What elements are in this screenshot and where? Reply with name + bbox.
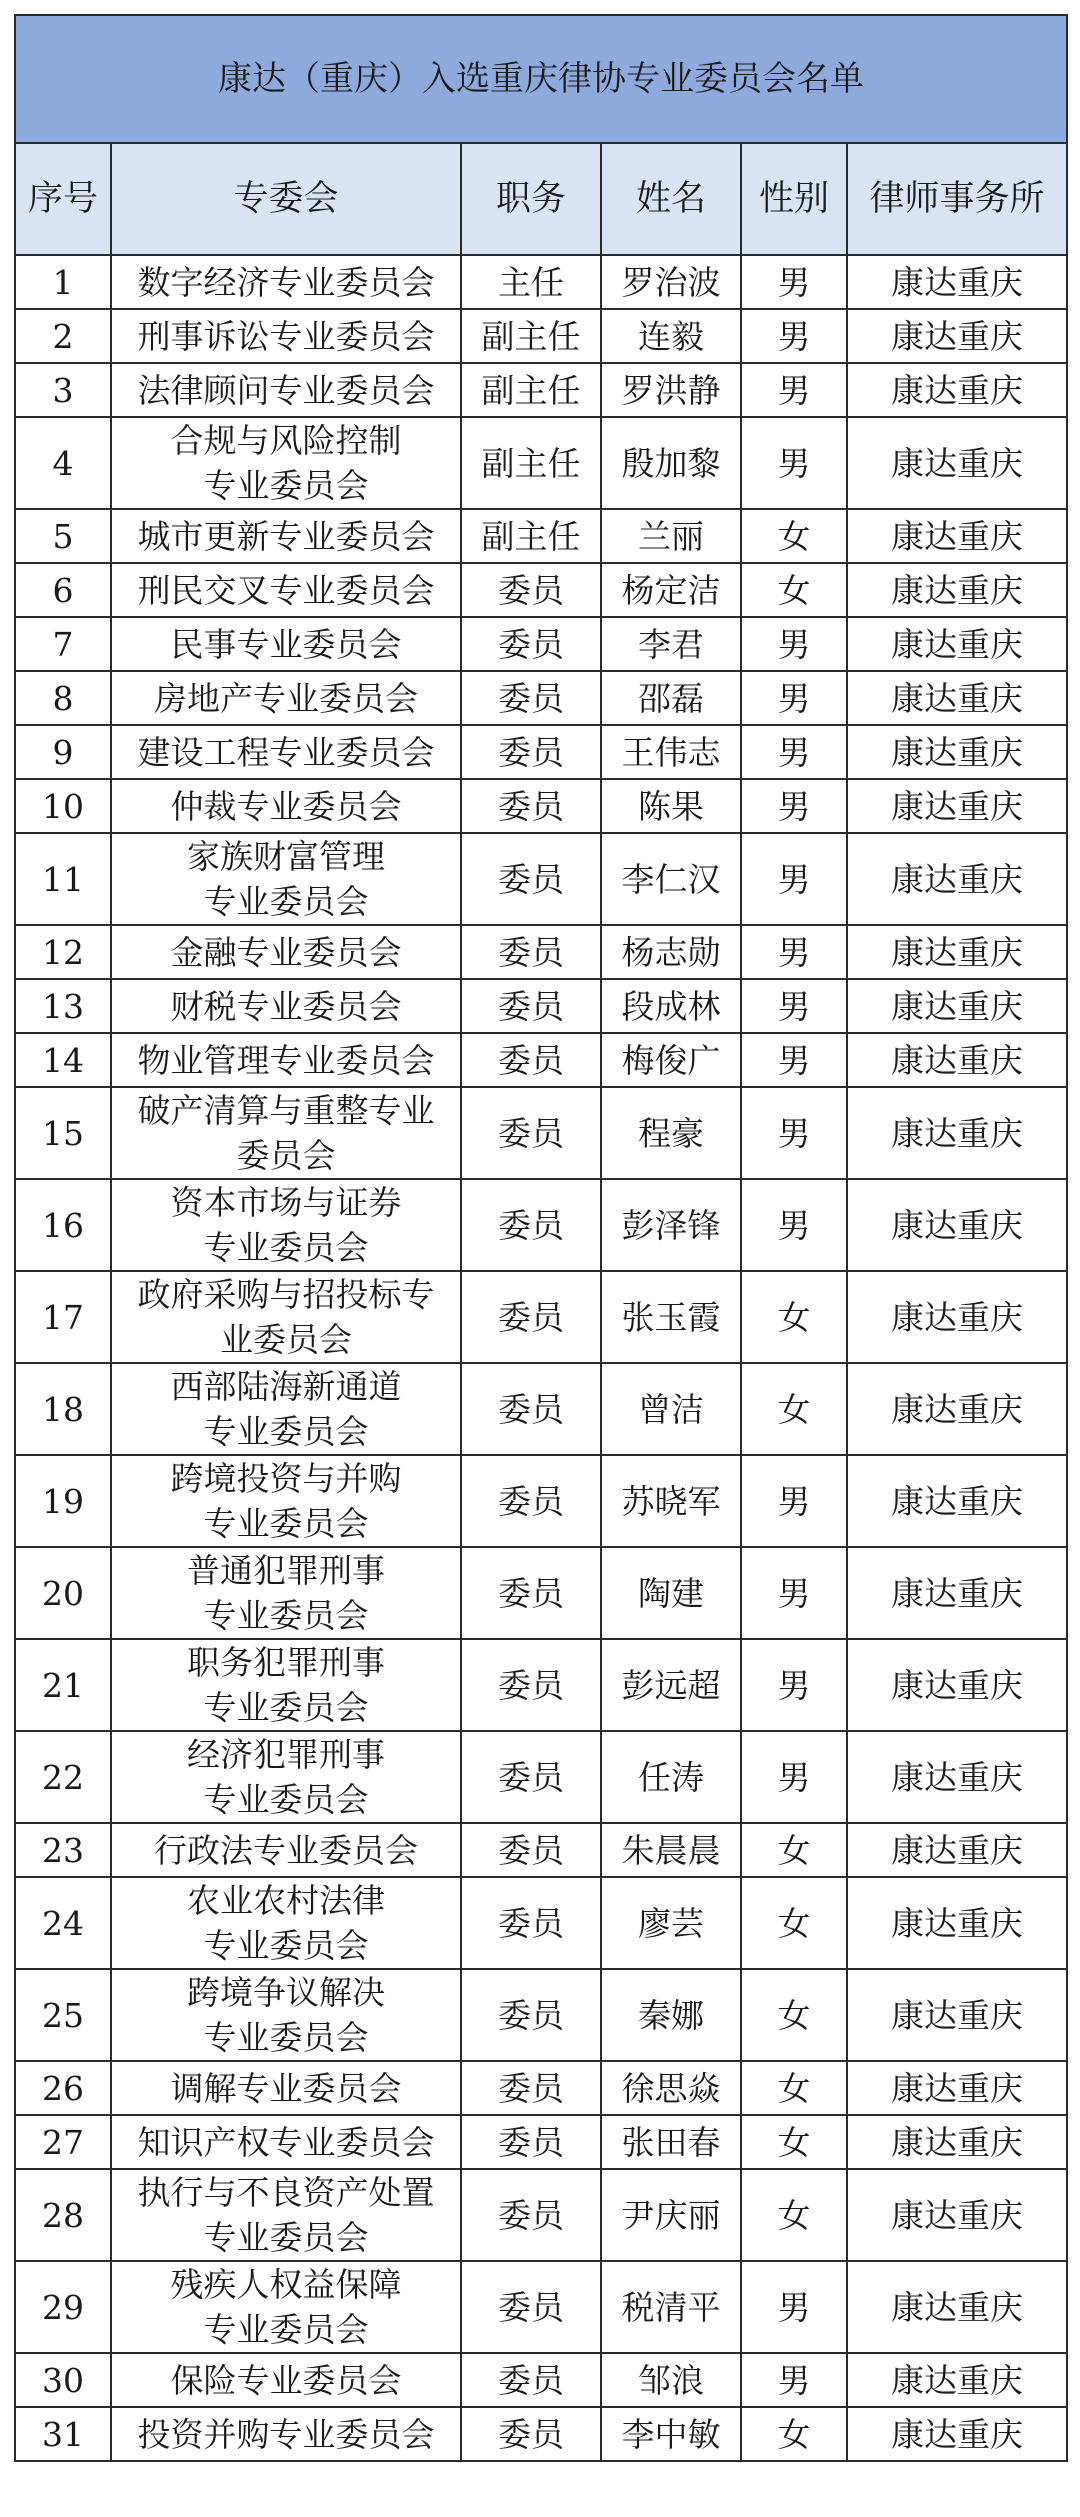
gender-cell: 男 bbox=[741, 1547, 847, 1639]
table-row bbox=[15, 1033, 1067, 1087]
name-cell: 罗洪静 bbox=[601, 363, 741, 417]
name-cell: 秦娜 bbox=[601, 1969, 741, 2061]
position-cell: 委员 bbox=[461, 563, 601, 617]
header-position: 职务 bbox=[461, 143, 601, 255]
committee-cell bbox=[111, 617, 461, 671]
committee-line: 普通犯罪刑事 bbox=[187, 1551, 385, 1590]
committee-cell bbox=[111, 1969, 461, 2061]
firm-cell: 康达重庆 bbox=[847, 1363, 1067, 1455]
position-cell: 委员 bbox=[461, 1823, 601, 1877]
committee-line: 专业委员会 bbox=[203, 1412, 369, 1451]
committee-line: 金融专业委员会 bbox=[170, 932, 402, 972]
gender-cell: 男 bbox=[741, 1639, 847, 1731]
table-row bbox=[15, 509, 1067, 563]
firm-cell: 康达重庆 bbox=[847, 1271, 1067, 1363]
gender-cell: 男 bbox=[741, 1731, 847, 1823]
table-row bbox=[15, 617, 1067, 671]
committee-cell bbox=[111, 2353, 461, 2407]
position-cell: 委员 bbox=[461, 1969, 601, 2061]
committee-line: 保险专业委员会 bbox=[170, 2360, 402, 2400]
row-number: 4 bbox=[15, 417, 111, 509]
committee-cell bbox=[111, 363, 461, 417]
committee-line: 职务犯罪刑事 bbox=[187, 1643, 385, 1682]
gender-cell: 男 bbox=[741, 979, 847, 1033]
committee-table-wrapper bbox=[14, 14, 1066, 2462]
name-cell: 税清平 bbox=[601, 2261, 741, 2353]
row-number: 8 bbox=[15, 671, 111, 725]
name-cell: 殷加黎 bbox=[601, 417, 741, 509]
committee-line: 农业农村法律 bbox=[187, 1881, 385, 1920]
table-row bbox=[15, 2169, 1067, 2261]
table-row bbox=[15, 309, 1067, 363]
firm-cell: 康达重庆 bbox=[847, 1455, 1067, 1547]
name-cell: 梅俊广 bbox=[601, 1033, 741, 1087]
gender-cell: 女 bbox=[741, 2061, 847, 2115]
position-cell: 委员 bbox=[461, 671, 601, 725]
row-number: 6 bbox=[15, 563, 111, 617]
table-row bbox=[15, 417, 1067, 509]
gender-cell: 男 bbox=[741, 725, 847, 779]
firm-cell: 康达重庆 bbox=[847, 671, 1067, 725]
committee-line: 财税专业委员会 bbox=[170, 986, 402, 1026]
gender-cell: 女 bbox=[741, 509, 847, 563]
committee-cell bbox=[111, 563, 461, 617]
name-cell: 苏晓军 bbox=[601, 1455, 741, 1547]
firm-cell: 康达重庆 bbox=[847, 2115, 1067, 2169]
firm-cell: 康达重庆 bbox=[847, 1969, 1067, 2061]
committee-cell bbox=[111, 1877, 461, 1969]
gender-cell: 男 bbox=[741, 925, 847, 979]
committee-line: 城市更新专业委员会 bbox=[137, 516, 435, 556]
gender-cell: 男 bbox=[741, 2261, 847, 2353]
gender-cell: 女 bbox=[741, 2115, 847, 2169]
row-number: 26 bbox=[15, 2061, 111, 2115]
committee-cell bbox=[111, 979, 461, 1033]
firm-cell: 康达重庆 bbox=[847, 2353, 1067, 2407]
firm-cell: 康达重庆 bbox=[847, 725, 1067, 779]
header-no: 序号 bbox=[15, 143, 111, 255]
row-number: 20 bbox=[15, 1547, 111, 1639]
gender-cell: 男 bbox=[741, 1455, 847, 1547]
committee-line: 西部陆海新通道 bbox=[170, 1367, 402, 1406]
position-cell: 委员 bbox=[461, 1877, 601, 1969]
committee-cell bbox=[111, 2061, 461, 2115]
position-cell: 委员 bbox=[461, 1087, 601, 1179]
row-number: 18 bbox=[15, 1363, 111, 1455]
table-row bbox=[15, 779, 1067, 833]
position-cell: 委员 bbox=[461, 779, 601, 833]
row-number: 22 bbox=[15, 1731, 111, 1823]
committee-line: 破产清算与重整专业 bbox=[137, 1091, 435, 1130]
name-cell: 邵磊 bbox=[601, 671, 741, 725]
committee-line: 执行与不良资产处置 bbox=[137, 2173, 435, 2212]
committee-cell bbox=[111, 1087, 461, 1179]
name-cell: 张玉霞 bbox=[601, 1271, 741, 1363]
committee-line: 知识产权专业委员会 bbox=[137, 2122, 435, 2162]
committee-line: 调解专业委员会 bbox=[170, 2068, 402, 2108]
firm-cell: 康达重庆 bbox=[847, 1639, 1067, 1731]
name-cell: 李君 bbox=[601, 617, 741, 671]
firm-cell: 康达重庆 bbox=[847, 617, 1067, 671]
committee-cell bbox=[111, 1179, 461, 1271]
firm-cell: 康达重庆 bbox=[847, 363, 1067, 417]
table-row bbox=[15, 2353, 1067, 2407]
committee-line: 投资并购专业委员会 bbox=[137, 2414, 435, 2454]
position-cell: 副主任 bbox=[461, 417, 601, 509]
committee-cell bbox=[111, 2261, 461, 2353]
table-row bbox=[15, 725, 1067, 779]
position-cell: 委员 bbox=[461, 1179, 601, 1271]
table-row bbox=[15, 1179, 1067, 1271]
table-row bbox=[15, 1877, 1067, 1969]
committee-cell bbox=[111, 833, 461, 925]
gender-cell: 男 bbox=[741, 671, 847, 725]
committee-line: 专业委员会 bbox=[203, 2310, 369, 2349]
committee-line: 政府采购与招投标专 bbox=[137, 1275, 435, 1314]
position-cell: 委员 bbox=[461, 1033, 601, 1087]
gender-cell: 男 bbox=[741, 1179, 847, 1271]
committee-line: 资本市场与证券 bbox=[170, 1183, 402, 1222]
name-cell: 兰丽 bbox=[601, 509, 741, 563]
position-cell: 委员 bbox=[461, 2115, 601, 2169]
committee-cell bbox=[111, 1455, 461, 1547]
committee-cell bbox=[111, 2115, 461, 2169]
committee-line: 委员会 bbox=[236, 1136, 336, 1175]
position-cell: 委员 bbox=[461, 2353, 601, 2407]
committee-line: 跨境投资与并购 bbox=[170, 1459, 402, 1498]
position-cell: 委员 bbox=[461, 1731, 601, 1823]
name-cell: 尹庆丽 bbox=[601, 2169, 741, 2261]
committee-line: 仲裁专业委员会 bbox=[170, 786, 402, 826]
position-cell: 委员 bbox=[461, 1547, 601, 1639]
committee-line: 行政法专业委员会 bbox=[154, 1830, 418, 1870]
committee-line: 专业委员会 bbox=[203, 1228, 369, 1267]
gender-cell: 男 bbox=[741, 2353, 847, 2407]
position-cell: 委员 bbox=[461, 2261, 601, 2353]
table-row bbox=[15, 363, 1067, 417]
committee-line: 专业委员会 bbox=[203, 1596, 369, 1635]
committee-cell bbox=[111, 417, 461, 509]
row-number: 7 bbox=[15, 617, 111, 671]
committee-line: 经济犯罪刑事 bbox=[187, 1735, 385, 1774]
row-number: 1 bbox=[15, 255, 111, 309]
firm-cell: 康达重庆 bbox=[847, 563, 1067, 617]
committee-cell bbox=[111, 309, 461, 363]
table-row bbox=[15, 2261, 1067, 2353]
table-row bbox=[15, 671, 1067, 725]
name-cell: 彭远超 bbox=[601, 1639, 741, 1731]
firm-cell: 康达重庆 bbox=[847, 417, 1067, 509]
row-number: 23 bbox=[15, 1823, 111, 1877]
firm-cell: 康达重庆 bbox=[847, 1731, 1067, 1823]
position-cell: 委员 bbox=[461, 725, 601, 779]
committee-line: 建设工程专业委员会 bbox=[137, 732, 435, 772]
committee-cell bbox=[111, 1731, 461, 1823]
firm-cell: 康达重庆 bbox=[847, 1179, 1067, 1271]
firm-cell: 康达重庆 bbox=[847, 833, 1067, 925]
position-cell: 主任 bbox=[461, 255, 601, 309]
name-cell: 杨志勋 bbox=[601, 925, 741, 979]
name-cell: 张田春 bbox=[601, 2115, 741, 2169]
committee-line: 专业委员会 bbox=[203, 1688, 369, 1727]
table-row bbox=[15, 979, 1067, 1033]
committee-line: 业委员会 bbox=[220, 1320, 352, 1359]
position-cell: 委员 bbox=[461, 617, 601, 671]
gender-cell: 男 bbox=[741, 255, 847, 309]
row-number: 29 bbox=[15, 2261, 111, 2353]
committee-line: 专业委员会 bbox=[203, 2018, 369, 2057]
firm-cell: 康达重庆 bbox=[847, 925, 1067, 979]
header-firm: 律师事务所 bbox=[847, 143, 1067, 255]
row-number: 30 bbox=[15, 2353, 111, 2407]
name-cell: 任涛 bbox=[601, 1731, 741, 1823]
table-row bbox=[15, 833, 1067, 925]
firm-cell: 康达重庆 bbox=[847, 509, 1067, 563]
row-number: 11 bbox=[15, 833, 111, 925]
committee-cell bbox=[111, 1271, 461, 1363]
gender-cell: 男 bbox=[741, 309, 847, 363]
firm-cell: 康达重庆 bbox=[847, 2261, 1067, 2353]
position-cell: 委员 bbox=[461, 1455, 601, 1547]
position-cell: 副主任 bbox=[461, 509, 601, 563]
committee-table bbox=[14, 14, 1068, 2462]
table-row bbox=[15, 1271, 1067, 1363]
row-number: 25 bbox=[15, 1969, 111, 2061]
table-row bbox=[15, 1731, 1067, 1823]
table-row bbox=[15, 1823, 1067, 1877]
gender-cell: 女 bbox=[741, 1877, 847, 1969]
gender-cell: 女 bbox=[741, 1363, 847, 1455]
table-row bbox=[15, 2407, 1067, 2461]
committee-cell bbox=[111, 1639, 461, 1731]
name-cell: 陶建 bbox=[601, 1547, 741, 1639]
committee-line: 物业管理专业委员会 bbox=[137, 1040, 435, 1080]
committee-cell bbox=[111, 671, 461, 725]
name-cell: 程豪 bbox=[601, 1087, 741, 1179]
name-cell: 李仁汉 bbox=[601, 833, 741, 925]
committee-line: 专业委员会 bbox=[203, 1926, 369, 1965]
committee-line: 数字经济专业委员会 bbox=[137, 262, 435, 302]
row-number: 19 bbox=[15, 1455, 111, 1547]
row-number: 31 bbox=[15, 2407, 111, 2461]
gender-cell: 女 bbox=[741, 1969, 847, 2061]
name-cell: 罗治波 bbox=[601, 255, 741, 309]
row-number: 14 bbox=[15, 1033, 111, 1087]
table-row bbox=[15, 1547, 1067, 1639]
name-cell: 徐思焱 bbox=[601, 2061, 741, 2115]
row-number: 2 bbox=[15, 309, 111, 363]
header-name: 姓名 bbox=[601, 143, 741, 255]
name-cell: 段成林 bbox=[601, 979, 741, 1033]
gender-cell: 女 bbox=[741, 1271, 847, 1363]
table-row bbox=[15, 1455, 1067, 1547]
committee-line: 民事专业委员会 bbox=[170, 624, 402, 664]
header-row bbox=[15, 143, 1067, 255]
row-number: 5 bbox=[15, 509, 111, 563]
table-row bbox=[15, 255, 1067, 309]
firm-cell: 康达重庆 bbox=[847, 1033, 1067, 1087]
committee-cell bbox=[111, 1823, 461, 1877]
firm-cell: 康达重庆 bbox=[847, 2061, 1067, 2115]
row-number: 27 bbox=[15, 2115, 111, 2169]
header-committee: 专委会 bbox=[111, 143, 461, 255]
table-title: 康达（重庆）入选重庆律协专业委员会名单 bbox=[15, 15, 1067, 143]
gender-cell: 女 bbox=[741, 2407, 847, 2461]
committee-line: 刑事诉讼专业委员会 bbox=[137, 316, 435, 356]
position-cell: 委员 bbox=[461, 1271, 601, 1363]
row-number: 15 bbox=[15, 1087, 111, 1179]
name-cell: 连毅 bbox=[601, 309, 741, 363]
position-cell: 委员 bbox=[461, 979, 601, 1033]
firm-cell: 康达重庆 bbox=[847, 309, 1067, 363]
row-number: 10 bbox=[15, 779, 111, 833]
header-gender: 性别 bbox=[741, 143, 847, 255]
position-cell: 副主任 bbox=[461, 309, 601, 363]
row-number: 28 bbox=[15, 2169, 111, 2261]
position-cell: 委员 bbox=[461, 2407, 601, 2461]
committee-line: 专业委员会 bbox=[203, 466, 369, 505]
table-row bbox=[15, 1639, 1067, 1731]
committee-line: 刑民交叉专业委员会 bbox=[137, 570, 435, 610]
committee-line: 家族财富管理 bbox=[187, 837, 385, 876]
gender-cell: 男 bbox=[741, 363, 847, 417]
gender-cell: 女 bbox=[741, 2169, 847, 2261]
firm-cell: 康达重庆 bbox=[847, 2169, 1067, 2261]
name-cell: 彭泽锋 bbox=[601, 1179, 741, 1271]
table-row bbox=[15, 2061, 1067, 2115]
committee-line: 专业委员会 bbox=[203, 1504, 369, 1543]
position-cell: 副主任 bbox=[461, 363, 601, 417]
committee-line: 残疾人权益保障 bbox=[170, 2265, 402, 2304]
name-cell: 王伟志 bbox=[601, 725, 741, 779]
firm-cell: 康达重庆 bbox=[847, 255, 1067, 309]
committee-cell bbox=[111, 925, 461, 979]
name-cell: 廖芸 bbox=[601, 1877, 741, 1969]
row-number: 9 bbox=[15, 725, 111, 779]
position-cell: 委员 bbox=[461, 925, 601, 979]
row-number: 16 bbox=[15, 1179, 111, 1271]
firm-cell: 康达重庆 bbox=[847, 2407, 1067, 2461]
committee-line: 专业委员会 bbox=[203, 882, 369, 921]
row-number: 13 bbox=[15, 979, 111, 1033]
position-cell: 委员 bbox=[461, 1363, 601, 1455]
gender-cell: 女 bbox=[741, 1823, 847, 1877]
gender-cell: 男 bbox=[741, 779, 847, 833]
committee-cell bbox=[111, 779, 461, 833]
firm-cell: 康达重庆 bbox=[847, 1823, 1067, 1877]
name-cell: 朱晨晨 bbox=[601, 1823, 741, 1877]
committee-line: 专业委员会 bbox=[203, 1780, 369, 1819]
firm-cell: 康达重庆 bbox=[847, 979, 1067, 1033]
committee-cell bbox=[111, 725, 461, 779]
name-cell: 邹浪 bbox=[601, 2353, 741, 2407]
committee-cell bbox=[111, 255, 461, 309]
gender-cell: 男 bbox=[741, 617, 847, 671]
committee-cell bbox=[111, 1547, 461, 1639]
gender-cell: 男 bbox=[741, 833, 847, 925]
row-number: 24 bbox=[15, 1877, 111, 1969]
position-cell: 委员 bbox=[461, 2061, 601, 2115]
row-number: 3 bbox=[15, 363, 111, 417]
committee-line: 专业委员会 bbox=[203, 2218, 369, 2257]
committee-line: 房地产专业委员会 bbox=[154, 678, 418, 718]
firm-cell: 康达重庆 bbox=[847, 1547, 1067, 1639]
row-number: 12 bbox=[15, 925, 111, 979]
position-cell: 委员 bbox=[461, 1639, 601, 1731]
gender-cell: 女 bbox=[741, 563, 847, 617]
name-cell: 曾洁 bbox=[601, 1363, 741, 1455]
table-row bbox=[15, 925, 1067, 979]
name-cell: 陈果 bbox=[601, 779, 741, 833]
committee-cell bbox=[111, 2407, 461, 2461]
committee-cell bbox=[111, 1033, 461, 1087]
table-row bbox=[15, 1363, 1067, 1455]
firm-cell: 康达重庆 bbox=[847, 1087, 1067, 1179]
table-body bbox=[15, 255, 1067, 2461]
committee-cell bbox=[111, 1363, 461, 1455]
row-number: 17 bbox=[15, 1271, 111, 1363]
firm-cell: 康达重庆 bbox=[847, 1877, 1067, 1969]
table-row bbox=[15, 563, 1067, 617]
row-number: 21 bbox=[15, 1639, 111, 1731]
position-cell: 委员 bbox=[461, 833, 601, 925]
firm-cell: 康达重庆 bbox=[847, 779, 1067, 833]
name-cell: 李中敏 bbox=[601, 2407, 741, 2461]
committee-cell bbox=[111, 509, 461, 563]
table-row bbox=[15, 2115, 1067, 2169]
gender-cell: 男 bbox=[741, 417, 847, 509]
committee-line: 合规与风险控制 bbox=[170, 421, 402, 460]
gender-cell: 男 bbox=[741, 1087, 847, 1179]
gender-cell: 男 bbox=[741, 1033, 847, 1087]
committee-line: 跨境争议解决 bbox=[187, 1973, 385, 2012]
committee-cell bbox=[111, 2169, 461, 2261]
name-cell: 杨定洁 bbox=[601, 563, 741, 617]
committee-line: 法律顾问专业委员会 bbox=[137, 370, 435, 410]
position-cell: 委员 bbox=[461, 2169, 601, 2261]
table-row bbox=[15, 1087, 1067, 1179]
table-row bbox=[15, 1969, 1067, 2061]
